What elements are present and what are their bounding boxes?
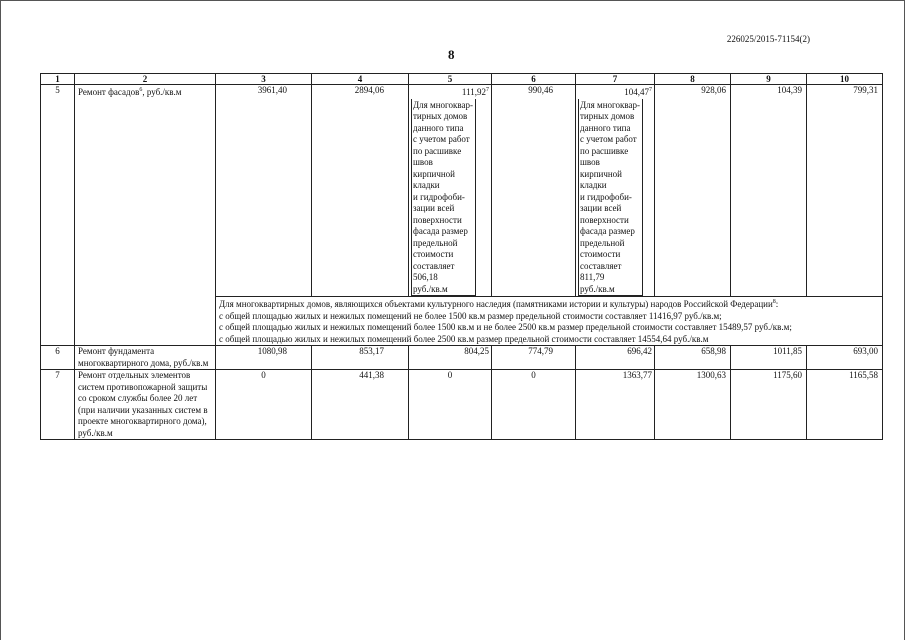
- table-row-7: [41, 370, 883, 440]
- footnote-line: фасада размер: [580, 226, 635, 236]
- footnote-line: тирных домов: [413, 111, 468, 121]
- left-scan-border: [0, 0, 1, 640]
- header-row: [41, 74, 883, 85]
- col-header-4: 4: [312, 74, 409, 85]
- cell-value: 104,47: [624, 87, 649, 97]
- footnote-line: зации всей: [413, 203, 455, 213]
- row-number: 6: [41, 346, 75, 370]
- heritage-line: с общей площадью жилых и нежилых помещений более 2500 кв.м размер предельной стоимости составляет 14554,64 руб./кв.м: [219, 333, 709, 344]
- footnote-line: с учетом работ: [580, 134, 637, 144]
- footnote-line: данного типа: [413, 122, 464, 133]
- document-id: 226025/2015-71154(2): [726, 34, 810, 44]
- footnote-line: с учетом работ: [413, 134, 470, 144]
- cell-value: 441,38: [312, 370, 409, 440]
- footnote-line: стоимости: [580, 249, 621, 259]
- cell-value: 0: [216, 370, 312, 440]
- cell-value: 0: [409, 370, 492, 440]
- footnote-line: Для многоквар-: [413, 99, 473, 110]
- cell-value: 693,00: [807, 346, 883, 370]
- cell-value: 774,79: [492, 346, 576, 370]
- row-number: 5: [41, 85, 75, 346]
- row-name: Ремонт фундамента многоквартирного дома, руб./кв.м: [75, 346, 216, 370]
- row-name: Ремонт фасадов$^6$, руб./кв.м: [75, 85, 216, 346]
- cell-value: 804,25: [409, 346, 492, 370]
- footnote-line: стоимости: [413, 249, 454, 259]
- cell-value: 1080,98: [216, 346, 312, 370]
- cell-value: 2894,06: [312, 85, 409, 297]
- row-number: 7: [41, 370, 75, 440]
- col-header-9: 9: [731, 74, 807, 85]
- cell-value: 1300,63: [655, 370, 731, 440]
- cell-value: 1175,60: [731, 370, 807, 440]
- cell-value: 0: [492, 370, 576, 440]
- footnote-line: тирных домов: [580, 111, 635, 121]
- cost-table: [40, 73, 883, 440]
- col-header-10: 10: [807, 74, 883, 85]
- cell-value: 3961,40: [216, 85, 312, 297]
- footnote-line: поверхности: [580, 214, 629, 225]
- footnote-line: руб./кв.м: [413, 283, 448, 294]
- footnote-line: кладки: [580, 180, 607, 190]
- footnote-line: кирпичной: [580, 168, 622, 179]
- cell-value: 928,06: [655, 85, 731, 297]
- footnote-line: по расшивке: [413, 145, 462, 156]
- footnote-line: по расшивке: [580, 145, 629, 156]
- footnote-line: и гидрофоби-: [580, 191, 632, 202]
- cell-value-with-note: 104,47$^7$ Для многоквар- тирных домов данного типа с учетом работ по расшивке швов кирпичной кладки и гидрофоби- зации всей поверхности фасада размер предельной стоимости составляет 811,79 руб./кв.м: [576, 85, 655, 297]
- cell-value: 1011,85: [731, 346, 807, 370]
- footnote-line: фасада размер: [413, 226, 468, 236]
- col-header-8: 8: [655, 74, 731, 85]
- col-header-3: 3: [216, 74, 312, 85]
- footnote-line: швов: [413, 157, 433, 167]
- footnote-line: составляет: [580, 260, 622, 271]
- footnote-line: швов: [580, 157, 600, 167]
- footnote-line: предельной: [413, 237, 458, 248]
- footnote-line: Для многоквар-: [580, 99, 640, 110]
- cell-value: 1165,58: [807, 370, 883, 440]
- cell-value-with-note: 111,92$^7$ Для многоквар- тирных домов данного типа с учетом работ по расшивке швов кирпичной кладки и гидрофоби- зации всей поверхности фасада размер предельной стоимости составляет 506,18 руб./кв.м: [409, 85, 492, 297]
- footnote-line: поверхности: [413, 214, 462, 225]
- cell-value: 111,92: [461, 87, 486, 97]
- cell-value: 1363,77: [576, 370, 655, 440]
- footnote-line: кладки: [413, 180, 440, 190]
- footnote-line: кирпичной: [413, 168, 455, 179]
- cell-value: 853,17: [312, 346, 409, 370]
- footnote-line: зации всей: [580, 203, 622, 213]
- table-row-6: [41, 346, 883, 370]
- heritage-note: Для многоквартирных домов, являющихся объектами культурного наследия (памятниками истории и культуры) народов Российской Федерации$^8$: с общей площадью жилых и нежилых помещений не более 1500 кв.м размер предельной стоимости составляет 11416,97 руб./кв.м; с общей площадью жилых и нежилых помещений более 1500 кв.м и не более 2500 кв.м размер предельной стоимости составляет 15489,57 руб./кв.м; с общей площадью жилых и нежилых помещений более 2500 кв.м размер предельной стоимости составляет 14554,64 руб./кв.м: [216, 297, 883, 346]
- footnote-line: руб./кв.м: [580, 283, 615, 294]
- table-row-5: [41, 85, 883, 297]
- top-scan-border: [0, 0, 905, 1]
- col-header-6: 6: [492, 74, 576, 85]
- heritage-line: с общей площадью жилых и нежилых помещений более 1500 кв.м и не более 2500 кв.м размер предельной стоимости составляет 15489,57 руб./кв.м;: [219, 322, 792, 332]
- col-header-1: 1: [41, 74, 75, 85]
- footnote-line: данного типа: [580, 122, 631, 133]
- col-header-7: 7: [576, 74, 655, 85]
- cell-value: 696,42: [576, 346, 655, 370]
- cell-value: 799,31: [807, 85, 883, 297]
- col-header-5: 5: [409, 74, 492, 85]
- footnote-line: 811,79: [580, 272, 605, 282]
- footnote-line: предельной: [580, 237, 625, 248]
- footnote-line: составляет: [413, 260, 455, 271]
- cell-value: 990,46: [492, 85, 576, 297]
- heritage-line: с общей площадью жилых и нежилых помещений не более 1500 кв.м размер предельной стоимости составляет 11416,97 руб./кв.м;: [219, 310, 722, 321]
- col-header-2: 2: [75, 74, 216, 85]
- footnote-box: [411, 99, 476, 297]
- cell-value: 104,39: [731, 85, 807, 297]
- footnote-box: [578, 99, 643, 297]
- cell-value: 658,98: [655, 346, 731, 370]
- page-number: 8: [448, 47, 455, 62]
- row-name: Ремонт отдельных элементов систем противопожарной защиты со сроком службы более 20 лет (при наличии указанных систем в проекте многоквартирного дома), руб./кв.м: [75, 370, 216, 440]
- footnote-line: и гидрофоби-: [413, 191, 465, 202]
- footnote-line: 506,18: [413, 272, 438, 282]
